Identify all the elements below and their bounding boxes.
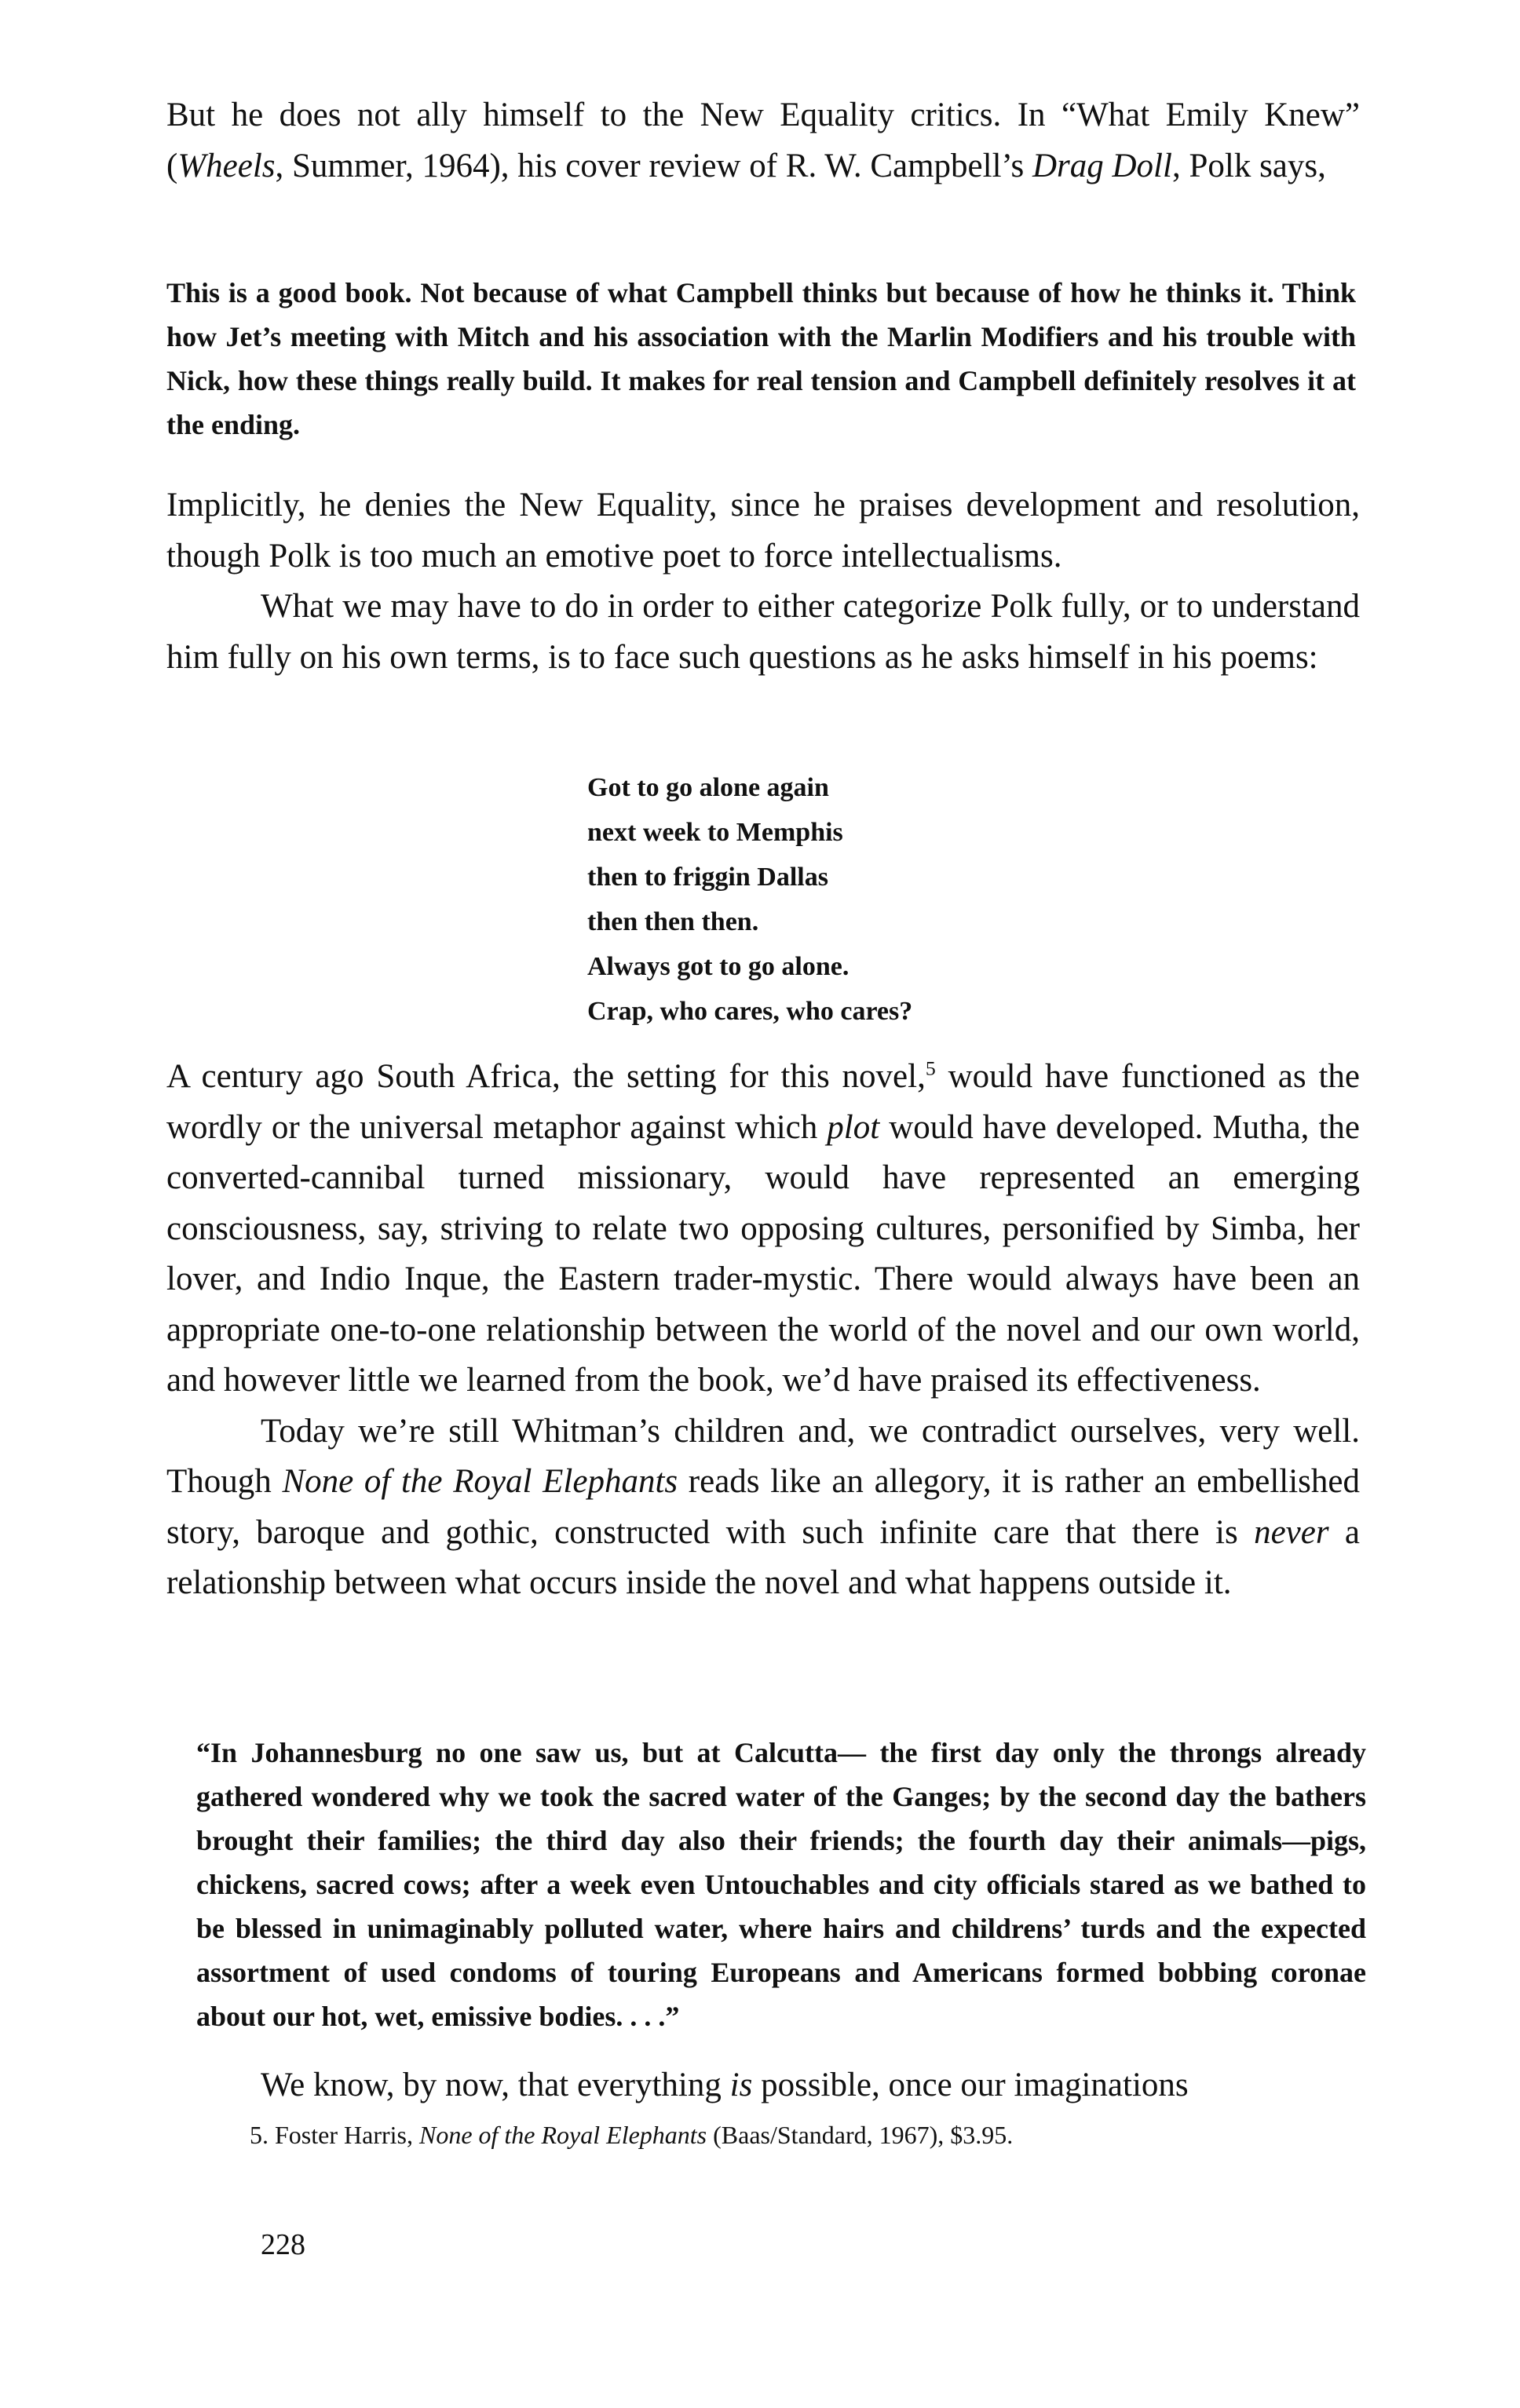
paragraph-south-africa xyxy=(166,1052,1360,1609)
page-number: 228 xyxy=(261,2228,305,2261)
book-title: Drag Doll xyxy=(1032,147,1172,184)
paragraph-text: would have developed. Mutha, the converted-cannibal turned missionary, would have represented an emerging consciousness, say, striving to relate two opposing cultures, personified by Simba, her lover, and Indio Inque, the Eastern trader-mystic. There would always have been an appropriate one-to-one relationship between the world of the novel and our own world, and however little we learned from the book, we’d have praised its effectiveness. xyxy=(166,1108,1360,1399)
footnote-book-title: None of the Royal Elephants xyxy=(418,2121,707,2149)
block-quote-review: This is a good book. Not because of what Campbell thinks but because of how he thinks it. Think how Jet’s meeting with Mitch and his association with the Marlin Modifiers and his trouble with Nick, how these things really build. It makes for real tension and Campbell definitely resolves it at the ending. xyxy=(166,277,1356,440)
paragraph-text: possible, once our imaginations xyxy=(752,2067,1189,2103)
paragraph-text: a relationship between what occurs inside the novel and what happens outside it. xyxy=(166,1513,1360,1601)
poem-line: then then then. xyxy=(587,907,759,936)
poem-line: Got to go alone again xyxy=(587,773,829,802)
paragraph-implicitly xyxy=(166,480,1360,683)
poem-line: then to friggin Dallas xyxy=(587,863,828,892)
magazine-title: Wheels xyxy=(177,147,276,184)
paragraph-text: Implicitly, he denies the New Equality, since he praises development and resolution, though Polk is too much an emotive poet to force intellectualisms. xyxy=(166,487,1360,575)
paragraph-text: We know, by now, that everything xyxy=(261,2067,730,2103)
paragraph-text: reads like an allegory, it is rather an embellished story, baroque and gothic, constructed with such infinite care that there is xyxy=(166,1463,1360,1551)
paragraph-text: What we may have to do in order to either categorize Polk fully, or to understand him fully on his own terms, is to face such questions as he asks himself in his poems: xyxy=(166,588,1360,676)
poem-line: Crap, who cares, who cares? xyxy=(587,997,913,1026)
paragraph-text: , Summer, 1964), his cover review of R. W. Campbell’s xyxy=(275,147,1032,184)
footnote-marker: 5 xyxy=(925,1056,936,1080)
book-title: None of the Royal Elephants xyxy=(282,1463,678,1500)
paragraph-text: But he does not ally himself to the New Equality critics. In “What Emily Knew” ( xyxy=(166,97,1360,184)
paragraph-text: Today we’re still Whitman’s children and, we contradict ourselves, very well. Though xyxy=(166,1412,1360,1500)
block-quote-calcutta: “In Johannesburg no one saw us, but at Calcutta— the first day only the throngs already gathered wondered why we took the sacred water of the Ganges; by the second day the bathers brought their families; the third day also their friends; the fourth day their animals—pigs, chickens, sacred cows; after a week even Untouchables and city officials stared as we bathed to be blessed in unimaginably polluted water, where hairs and childrens’ turds and the expected assortment of used condoms of touring Europeans and Americans formed bobbing coronae about our hot, wet, emissive bodies. . . .” xyxy=(196,1737,1366,2032)
footnote-text: 5. Foster Harris, xyxy=(250,2121,419,2149)
paragraph-text: A century ago South Africa, the setting for this novel, xyxy=(166,1058,926,1095)
emphasis-plot: plot xyxy=(827,1108,880,1146)
paragraph-text: , Polk says, xyxy=(1171,147,1326,184)
footnote-text: (Baas/Standard, 1967), $3.95. xyxy=(707,2121,1014,2149)
emphasis-never: never xyxy=(1254,1513,1329,1551)
paragraph-polk-review xyxy=(166,90,1360,192)
poem-line: next week to Memphis xyxy=(587,818,843,847)
emphasis-is: is xyxy=(729,2067,753,2103)
paragraph-we-know xyxy=(166,2060,1360,2111)
poem-line: Always got to go alone. xyxy=(587,952,850,981)
footnote xyxy=(250,2118,1013,2152)
poem-excerpt xyxy=(587,765,912,1034)
paragraph-text: would have functioned as the wordly or the universal metaphor against which xyxy=(166,1058,1360,1146)
